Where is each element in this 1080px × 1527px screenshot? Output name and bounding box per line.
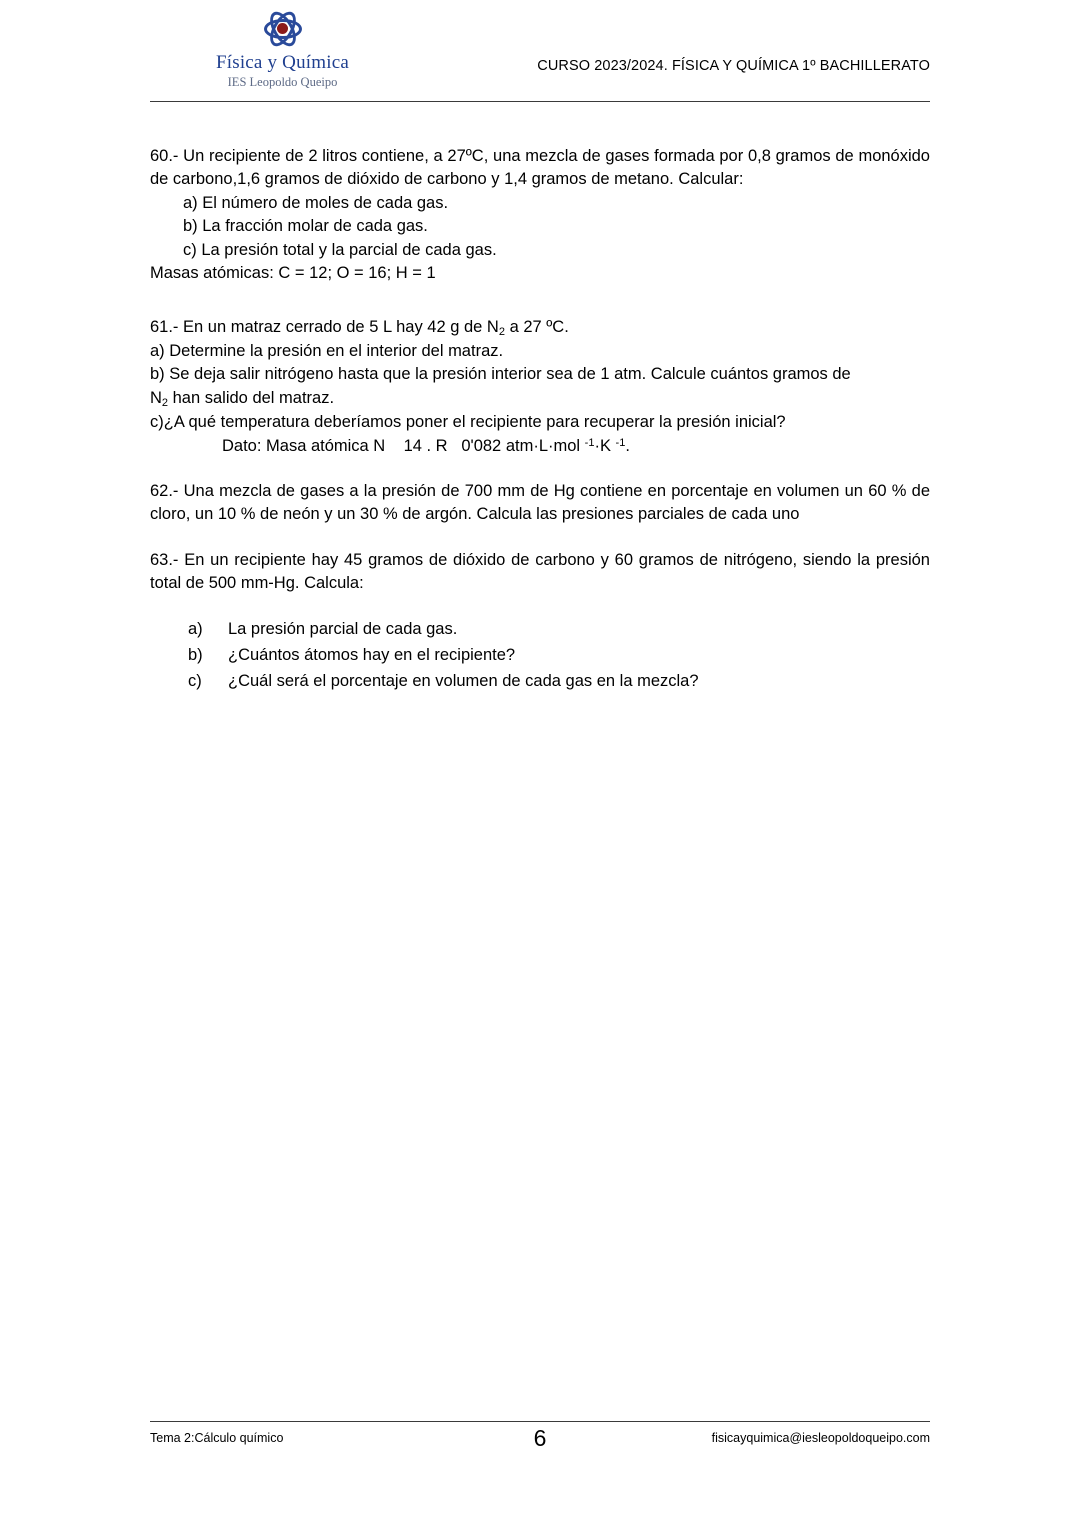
list-item-text: ¿Cuántos átomos hay en el recipiente? xyxy=(228,646,516,665)
course-title: CURSO 2023/2024. FÍSICA Y QUÍMICA 1º BACHILLERATO xyxy=(537,58,930,74)
document-content xyxy=(150,100,930,694)
logo-subtitle: IES Leopoldo Queipo xyxy=(227,75,338,89)
exercise-61-item-c: c)¿A qué temperatura deberíamos poner el recipiente para recuperar la presión inicial? xyxy=(150,413,786,432)
school-logo xyxy=(185,8,380,90)
exercise-61-statement xyxy=(150,316,930,340)
exercise-61-dato xyxy=(150,435,930,458)
page-header xyxy=(150,0,930,100)
dato-pre: Dato: Masa atómica N xyxy=(222,436,386,455)
footer-email: fisicayquimica@iesleopoldoqueipo.com xyxy=(711,1431,930,1445)
list-item-marker: c) xyxy=(188,672,202,691)
page-footer xyxy=(150,1425,930,1455)
footer-divider xyxy=(150,1421,930,1422)
exercise-60 xyxy=(150,145,930,286)
list-item xyxy=(188,618,930,641)
list-item: c) La presión total y la parcial de cada gas. xyxy=(183,240,497,259)
exercise-62 xyxy=(150,480,930,527)
list-item: b) La fracción molar de cada gas. xyxy=(183,217,428,236)
list-item xyxy=(188,670,930,693)
exercise-61-statement-post: a 27 ºC. xyxy=(504,317,569,336)
logo-title: Física y Química xyxy=(215,52,349,73)
exercise-63-items xyxy=(150,618,930,694)
dato-post: 0'082 atm·L·mol xyxy=(461,436,581,455)
superscript-minus-one: -1 xyxy=(584,436,595,449)
atom-icon xyxy=(260,8,306,50)
header-divider xyxy=(150,101,930,102)
list-item xyxy=(188,644,930,667)
list-item-text: La presión parcial de cada gas. xyxy=(228,619,458,638)
dato-mid: 14 . R xyxy=(403,436,448,455)
exercise-62-statement: 62.- Una mezcla de gases a la presión de 700 mm de Hg contiene en porcentaje en volumen un 60 % de cloro, un 10 % de neón y un 30 % de argón. Calcula las presiones parciales de cada uno xyxy=(150,481,930,524)
exercise-61-item-b-cont xyxy=(150,387,930,411)
subscript-2: 2 xyxy=(161,396,169,409)
list-item: a) El número de moles de cada gas. xyxy=(183,193,449,212)
exercise-63 xyxy=(150,549,930,694)
exercise-61-item-b-text: b) Se deja salir nitrógeno hasta que la presión interior sea de 1 atm. Calcule cuántos gramos de xyxy=(150,365,851,384)
dato-end: . xyxy=(625,436,630,455)
exercise-60-items xyxy=(150,192,930,262)
list-item-marker: b) xyxy=(188,646,203,665)
exercise-61-item-b-cont-post: han salido del matraz. xyxy=(168,388,335,407)
list-item-marker: a) xyxy=(188,619,203,638)
exercise-60-statement: 60.- Un recipiente de 2 litros contiene, a 27ºC, una mezcla de gases formada por 0,8 gramos de monóxido de carbono,1,6 gramos de dióxido de carbono y 1,4 gramos de metano. Calcular: xyxy=(150,147,930,189)
exercise-61-item-b-cont-pre: N xyxy=(150,388,162,407)
page-number: 6 xyxy=(533,1425,547,1451)
exercise-63-statement: 63.- En un recipiente hay 45 gramos de dióxido de carbono y 60 gramos de nitrógeno, siendo la presión total de 500 mm-Hg. Calcula: xyxy=(150,550,930,593)
footer-topic: Tema 2:Cálculo químico xyxy=(150,1431,284,1445)
dato-mid2: ·K xyxy=(594,436,611,455)
exercise-61-item-a: a) Determine la presión en el interior del matraz. xyxy=(150,341,504,360)
list-item-text: ¿Cuál será el porcentaje en volumen de cada gas en la mezcla? xyxy=(228,672,699,691)
exercise-61-statement-pre: 61.- En un matraz cerrado de 5 L hay 42 g de N xyxy=(150,317,499,336)
exercise-60-note: Masas atómicas: C = 12; O = 16; H = 1 xyxy=(150,264,436,283)
superscript-minus-one: -1 xyxy=(615,436,626,449)
exercise-61 xyxy=(150,316,930,458)
exercise-61-item-b xyxy=(150,363,930,386)
subscript-2: 2 xyxy=(498,325,505,338)
